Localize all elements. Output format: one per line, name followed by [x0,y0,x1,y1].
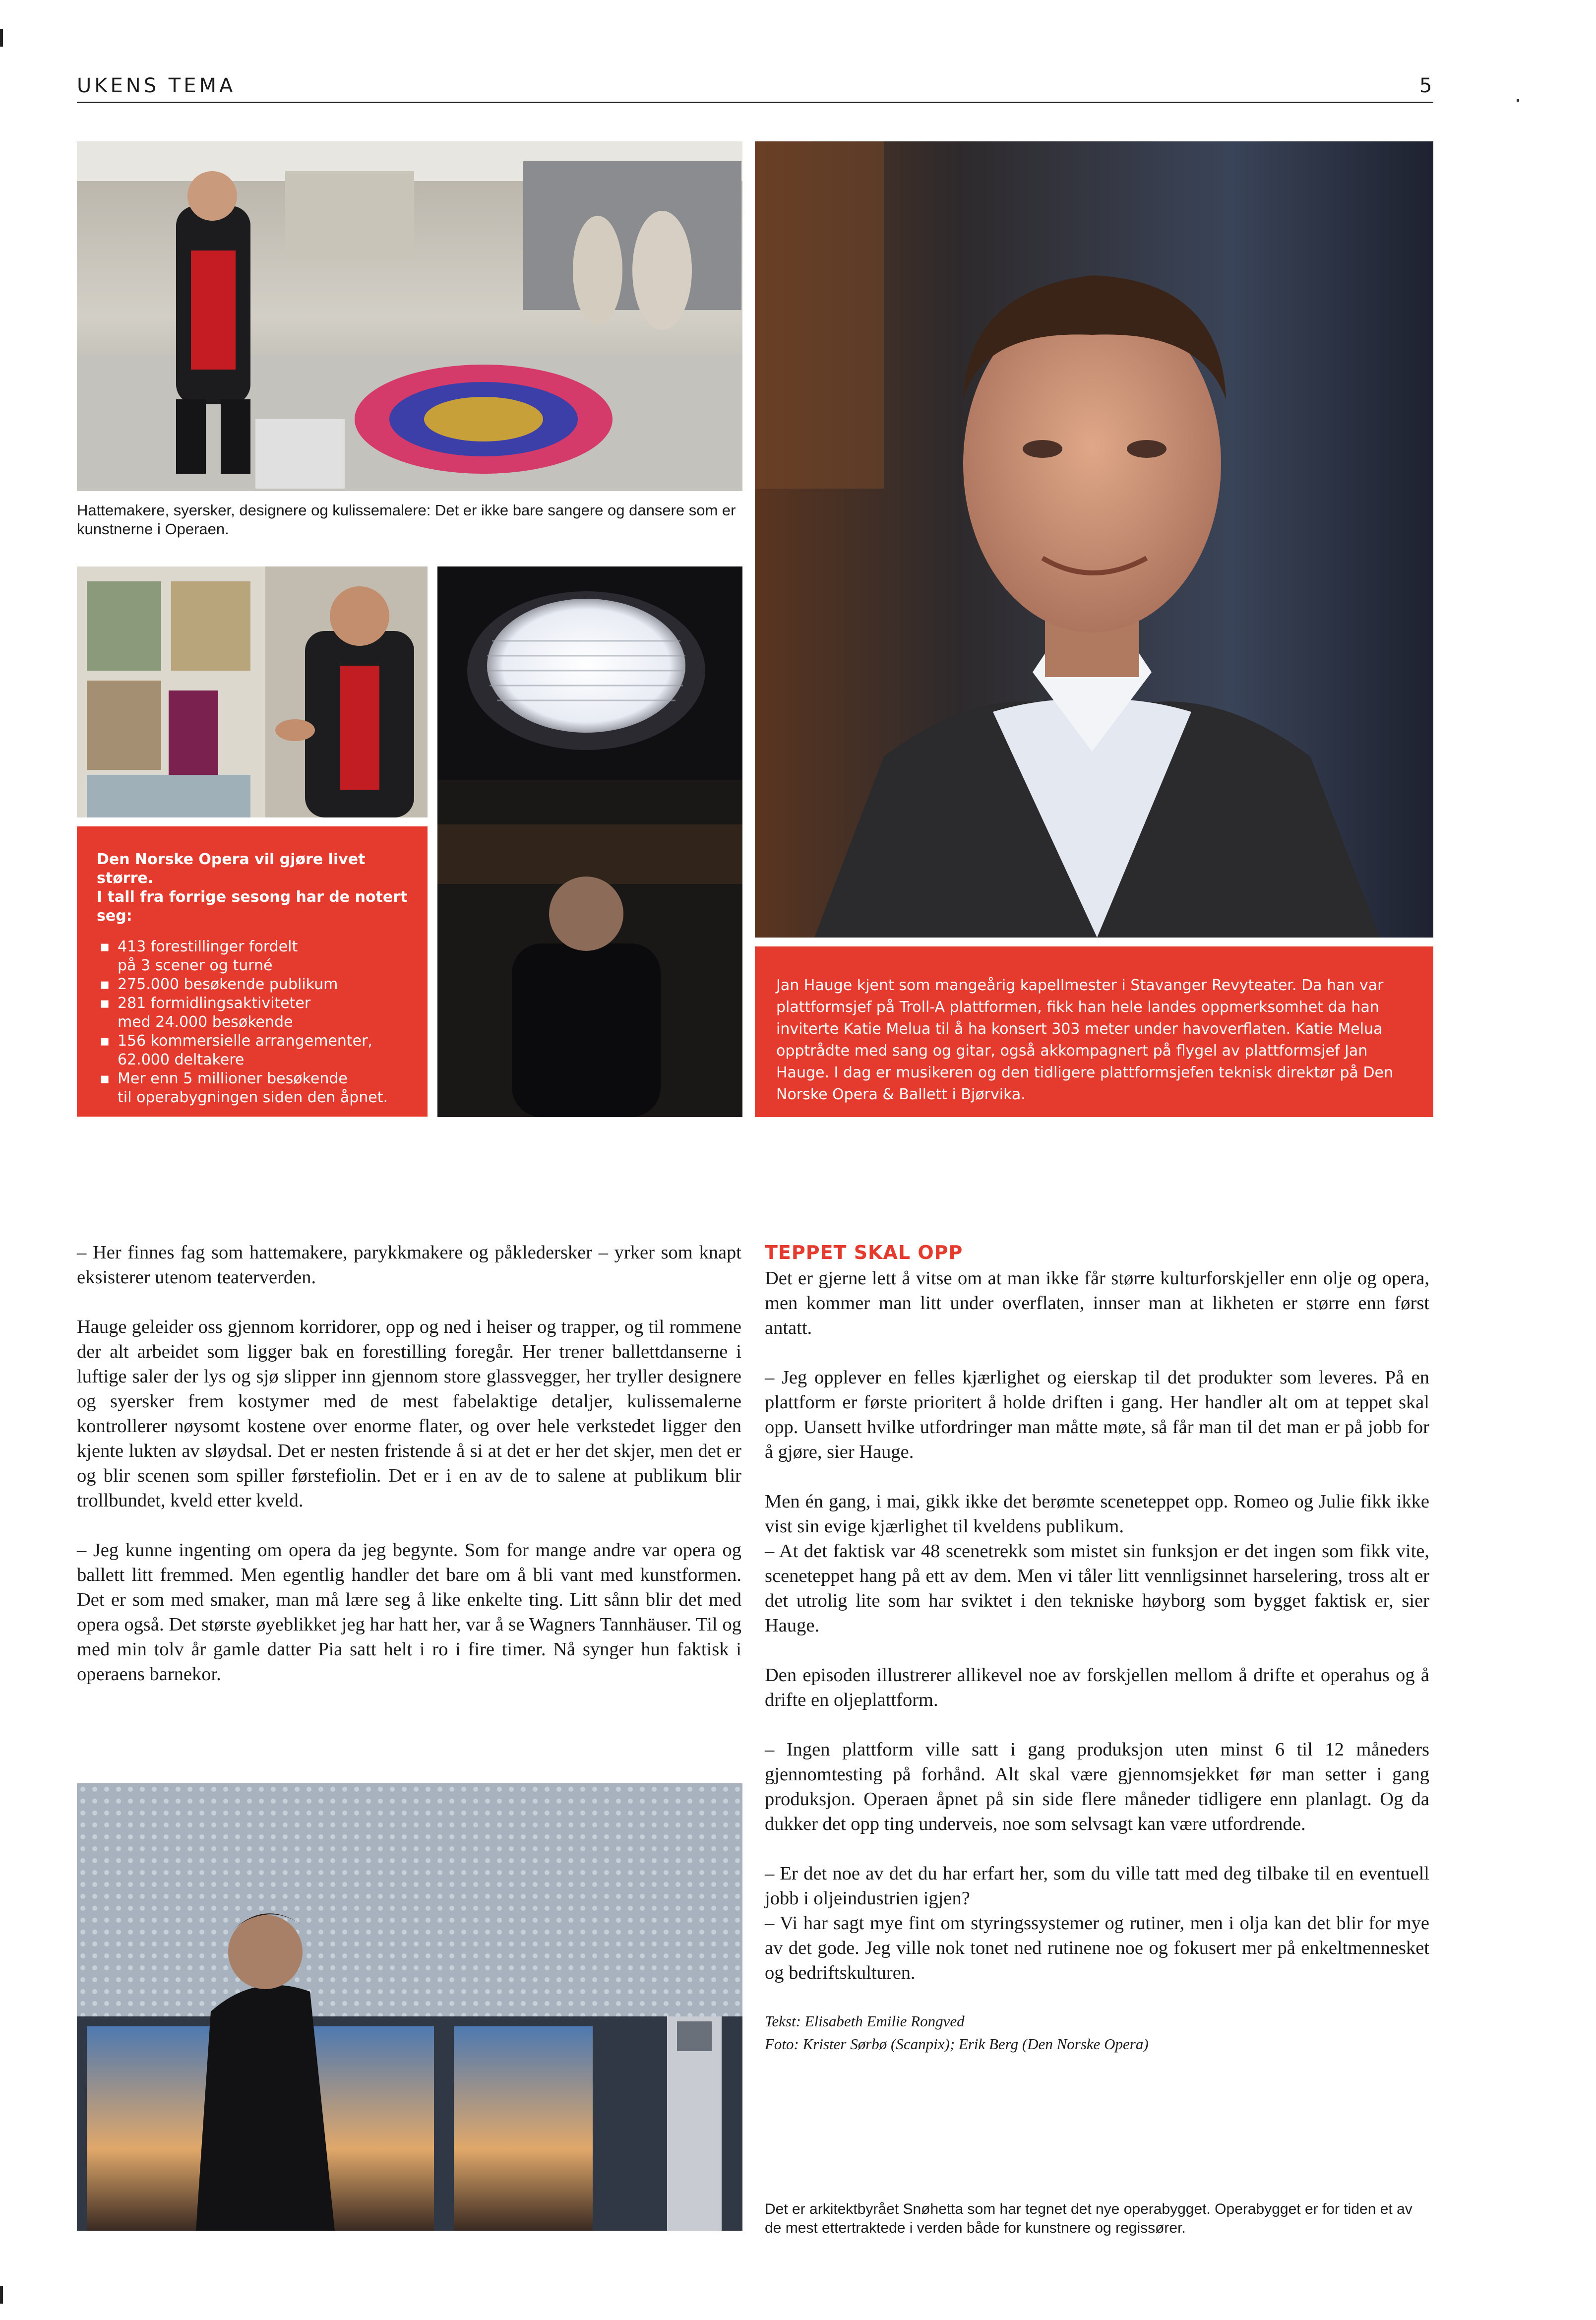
article-paragraph: Hauge geleider oss gjennom korridorer, opp og ned i heiser og trapper, og til rommene der alt arbeidet som ligger bak en forestilling foregår. Her trener ballettdanserne i luftige saler der lys og sjø slipper inn gjennom store glassvegger, her tryller designere og syersker frem kostymer med de mest fabelaktige detaljer, kulissemalerne kontrollerer nøysomt kostene over enorme flater, og over hele verkstedet ligger den kjente lukten av sløydsal. Det er nesten fristende å si at det er her det skjer, men det er og blir scenen som spiller førstefiolin. Det er i en av de to salene at publikum blir trollbundet, kveld etter kveld. [77,1317,741,1511]
article-paragraph: Men én gang, i mai, gikk ikke det berømte sceneteppet opp. Romeo og Julie fikk ikke vist sin evige kjærlighet til kveldens publikum. [765,1491,1429,1537]
article-paragraph: – Her finnes fag som hattemakere, parykkmakere og påkledersker – yrker som knapt eksisterer utenom teaterverden. [77,1242,741,1288]
article-paragraph: Den episoden illustrerer allikevel noe av forskjellen mellom å drifte et operahus og å drifte en oljeplattform. [765,1665,1429,1710]
workshop-caption: Hattemakere, syersker, designere og kulissemalere: Det er ikke bare sangere og dansere som er kunstnerne i Operaen. [77,502,736,538]
list-item: ▪ Mer enn 5 millioner besøkende til operabygningen siden den åpnet. [97,1069,408,1107]
crop-mark-bottom [0,2286,3,2304]
ceiling-light-photo [437,566,742,1117]
margin-dot [1517,99,1519,102]
costume-wall-photo [77,566,428,817]
workshop-photo [77,141,742,491]
article-paragraph: – Ingen plattform ville satt i gang produksjon uten minst 6 til 12 måneders gjennomtesting på forhånd. Alt skal være gjennomsjekket før man setter i gang produksjon. Operaen åpnet på sin side flere måneder tidligere enn planlagt. Og da dukker det opp ting underveis, noe som selvsagt kan være utfordrende. [765,1739,1429,1834]
portrait-caption: Jan Hauge kjent som mangeårig kapellmester i Stavanger Revyteater. Da han var plattformsjef på Troll-A plattformen, fikk han hele landes oppmerksomhet da han inviterte Katie Melua til å ha konsert 303 meter under havoverflaten. Katie Melua opptrådte med sang og gitar, også akkompagnert på flygel av plattformsjef Jan Hauge. I dag er musikeren og den tidligere plattformsjefen teknisk direktør på Den Norske Opera & Ballett i Bjørvika. [776,977,1393,1103]
list-item: ▪ 281 formidlingsaktiviteter med 24.000 besøkende [97,994,408,1032]
facts-intro-line2: I tall fra forrige sesong har de notert seg: [97,888,408,925]
list-item: ▪ 275.000 besøkende publikum [97,975,408,994]
facts-list [97,938,408,1107]
article-paragraph: – Jeg kunne ingenting om opera da jeg begynte. Som for mange andre var opera og ballett litt fremmed. Men egentlig handler det bare om å bli vant med kunstformen. Det er som med smaker, man må lære seg å like enkelte ting. Litt sånn blir det med opera også. Det største øyeblikket jeg har hatt her, var å se Wagners Tannhäuser. Til og med min tolv år gamle datter Pia satt helt i ro i fire timer. Nå synger hun faktisk i operaens barnekor. [77,1540,741,1685]
article-paragraph: – At det faktisk var 48 scenetrekk som mistet sin funksjon er det ingen som fikk vite, sceneteppet hang på ett av dem. Men vi tåler litt vennligsinnet harselering, tross alt er det utrolig lite som har sviktet i den tekniske høyborg som bygget faktisk er, sier Hauge. [765,1541,1429,1636]
section-label: UKENS TEMA [77,74,236,97]
text-credit: Tekst: Elisabeth Emilie Rongved [765,2012,965,2030]
facts-intro-line1: Den Norske Opera vil gjøre livet større. [97,851,366,887]
building-caption: Det er arkitektbyrået Snøhetta som har tegnet det nye operabygget. Operabygget er for tiden et av de mest ettertraktede i verden både for kunstnere og regissører. [765,2201,1412,2236]
page-number: 5 [1419,74,1432,97]
list-item: ▪ 156 kommersielle arrangementer, 62.000 deltakere [97,1032,408,1069]
photo-credit: Foto: Krister Sørbø (Scanpix); Erik Berg (Den Norske Opera) [765,2035,1149,2053]
portrait-caption-box [755,946,1433,1117]
article-paragraph: – Vi har sagt mye fint om styringssystemer og rutiner, men i olja kan det blir for mye av det gode. Jeg ville nok tonet ned rutinene noe og fokusert mer på enkeltmennesket og bedriftskulturen. [765,1913,1429,1983]
article-right-column [765,1240,1429,2056]
main-portrait-photo [755,141,1433,938]
article-paragraph: Det er gjerne lett å vitse om at man ikke får større kulturforskjeller enn olje og opera, men kommer man litt under overflaten, innser man at likheten er større enn først antatt. [765,1268,1429,1338]
header-rule [77,102,1433,103]
article-paragraph: – Er det noe av det du har erfart her, som du ville tatt med deg tilbake til en eventuell jobb i oljeindustrien igjen? [765,1863,1429,1909]
list-item: ▪ 413 forestillinger fordelt på 3 scener og turné [97,938,408,975]
article-left-column [77,1240,741,1687]
crop-mark-top [0,29,3,47]
section-heading: TEPPET SKAL OPP [765,1242,963,1263]
facade-photo [77,1783,742,2231]
facts-box [77,826,428,1117]
article-paragraph: – Jeg opplever en felles kjærlighet og eierskap til det produkter som leveres. På en plattform er første prioritert å holde driften i gang. Her handler alt om at teppet skal opp. Uansett hvilke utfordringer man måtte møte, så får man til det man er på jobb for å gjøre, sier Hauge. [765,1367,1429,1462]
